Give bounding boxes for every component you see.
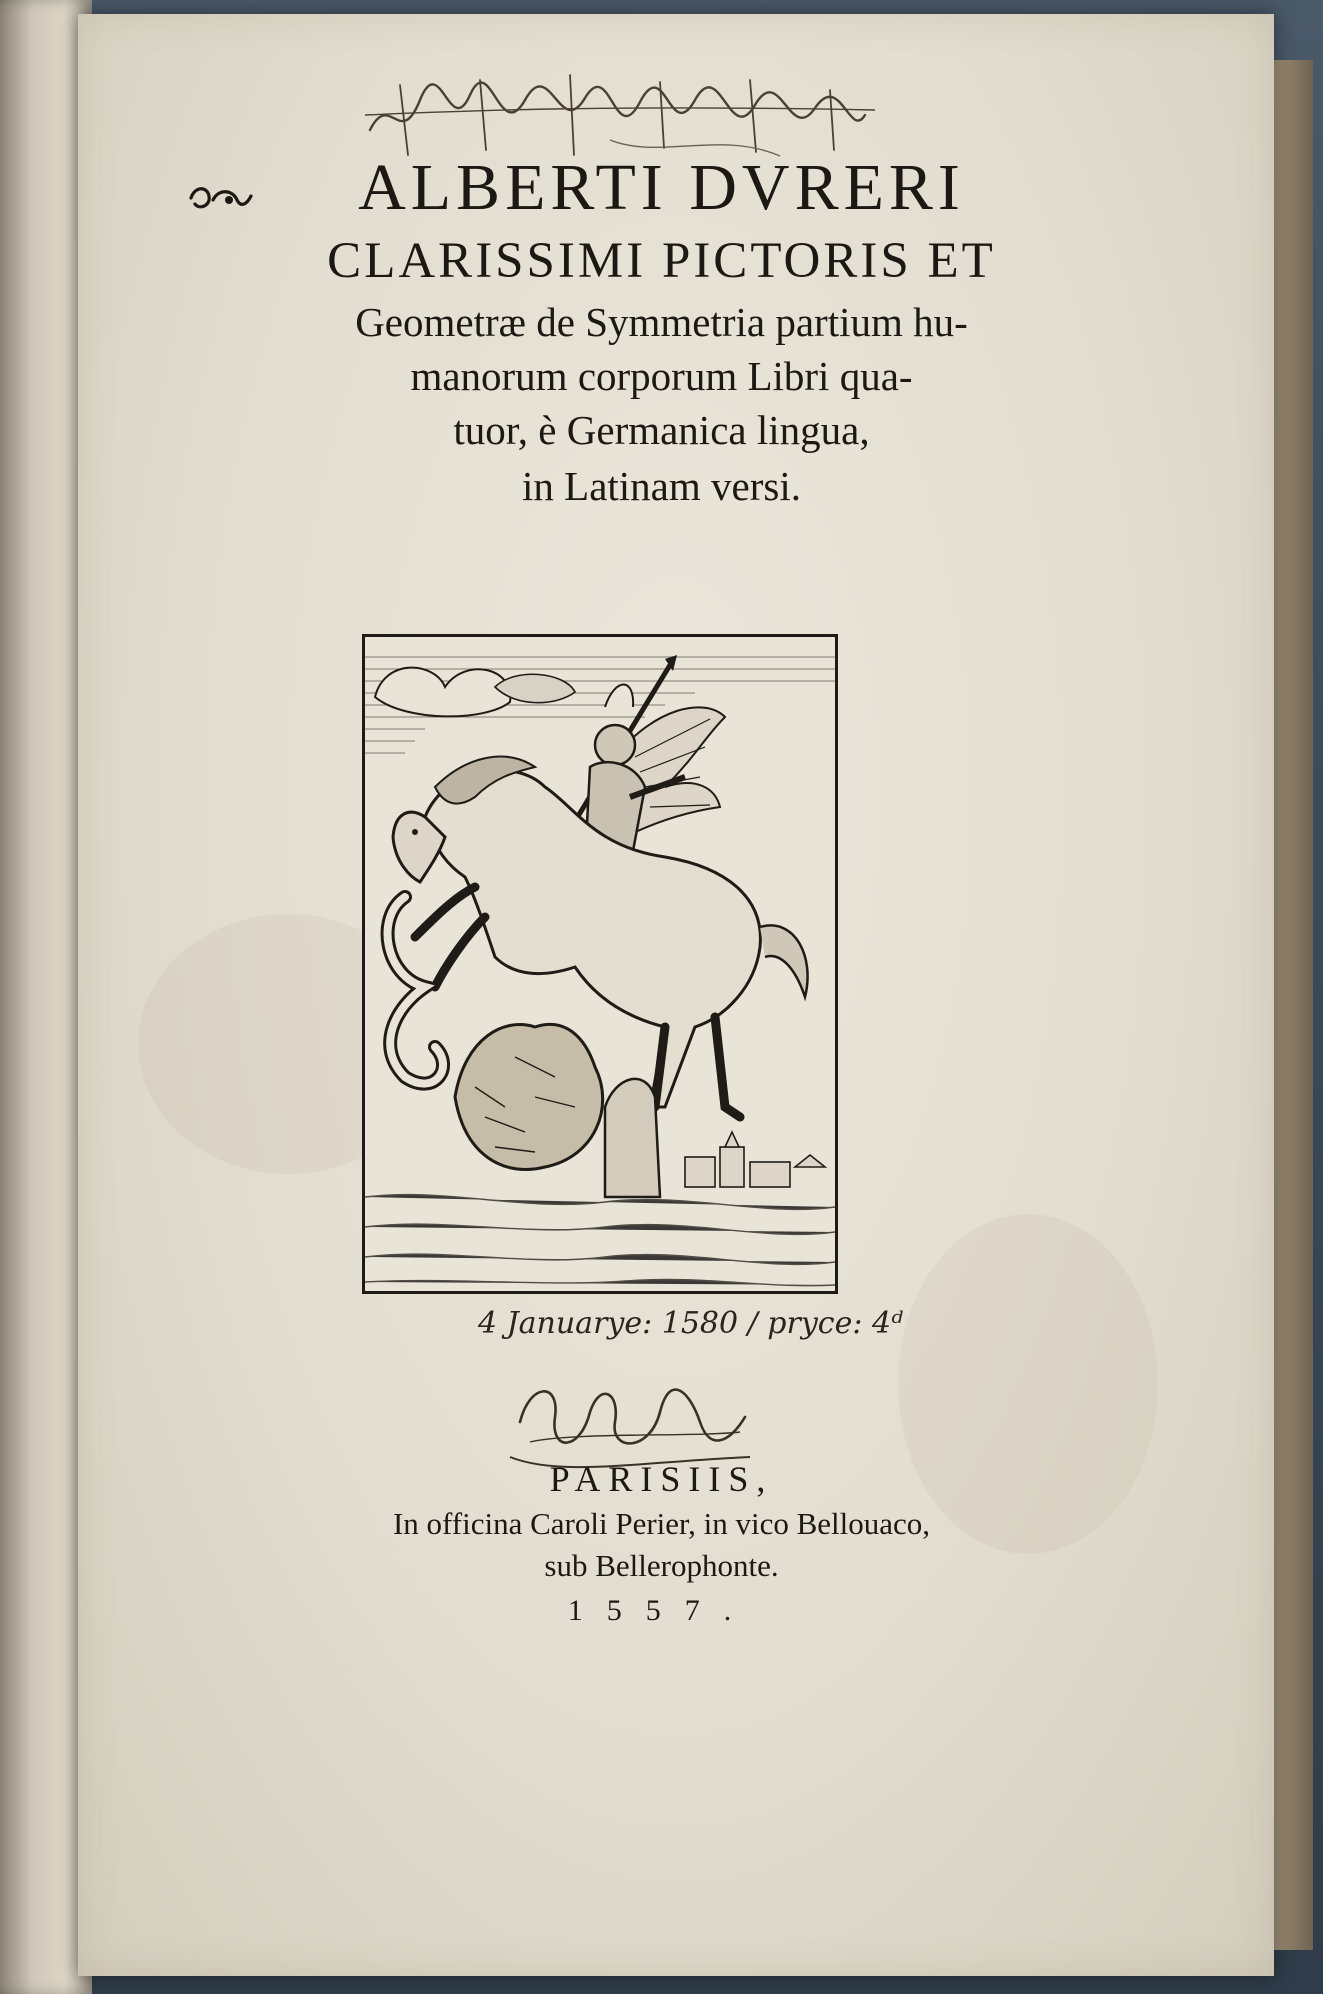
acquisition-inscription: 4 Januarye: 1580 / pryce: 4ᵈ	[478, 1306, 904, 1341]
paper-stain	[898, 1214, 1158, 1554]
title-line-3: Geometræ de Symmetria partium hu-	[355, 299, 968, 345]
imprint-printer: In officina Caroli Perier, in vico Bellouaco,	[392, 1506, 931, 1541]
imprint-sign: sub Bellerophonte.	[544, 1548, 779, 1583]
woodcut-illustration	[362, 634, 838, 1294]
title-line-4: manorum corporum Libri qua-	[410, 353, 913, 399]
bellerophon-pegasus-woodcut-icon	[365, 637, 835, 1291]
title-line-5: tuor, è Germanica lingua,	[453, 407, 870, 453]
title-line-1: ALBERTI DVRERI	[358, 151, 965, 224]
title-line-6: in Latinam versi.	[522, 463, 801, 509]
title-line-2: CLARISSIMI PICTORIS ET	[327, 233, 996, 289]
imprint-year: 1557.	[567, 1594, 756, 1627]
imprint-city: PARISIIS,	[549, 1459, 774, 1499]
